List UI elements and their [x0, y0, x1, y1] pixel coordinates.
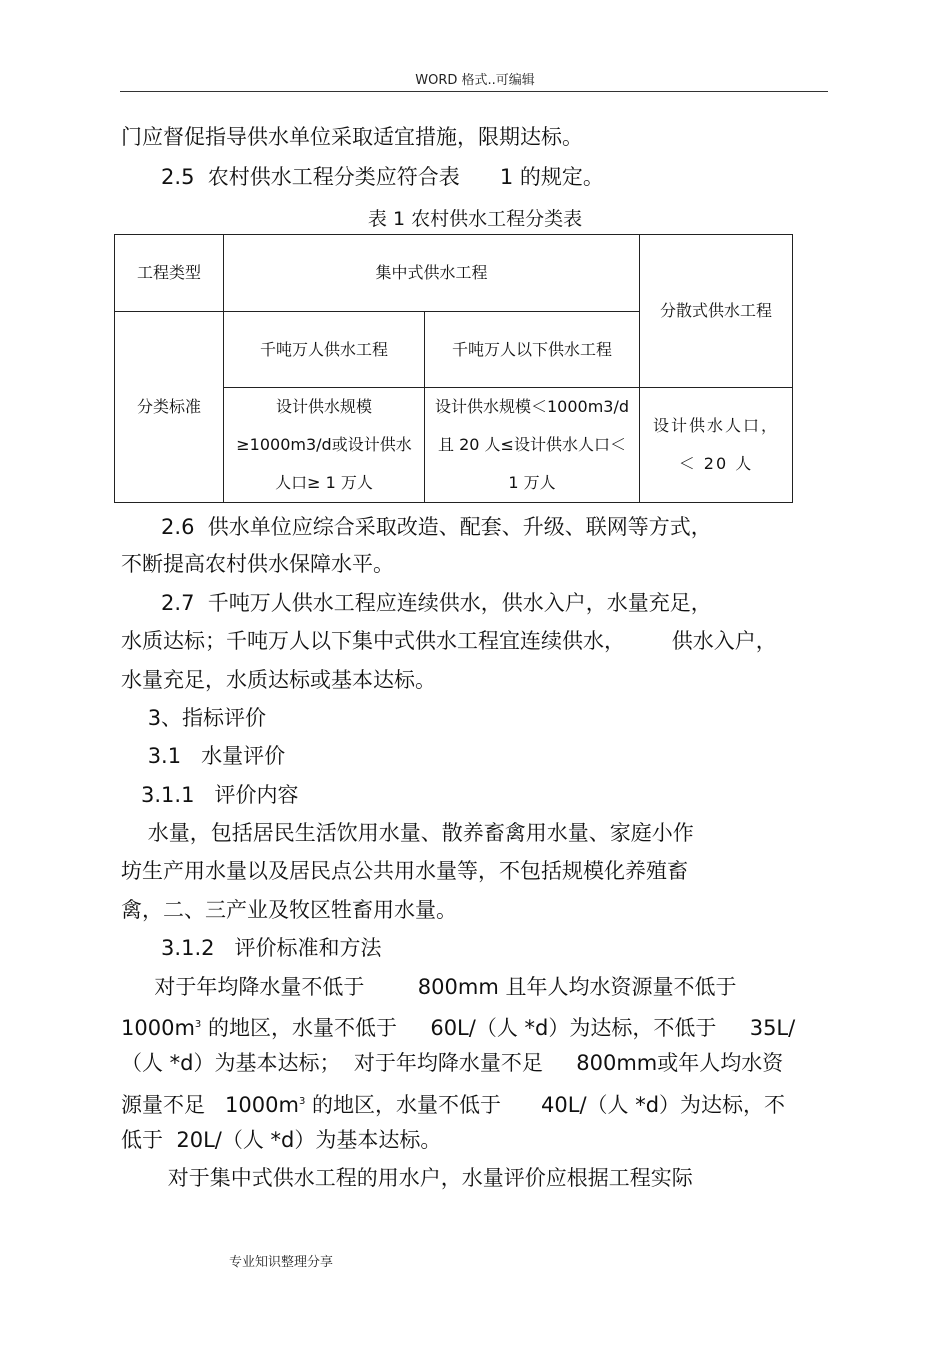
paragraph-line: 水量充足，水质达标或基本达标。	[121, 668, 436, 692]
paragraph-line	[121, 1089, 785, 1118]
paragraph-line: 禽，二、三产业及牧区牲畜用水量。	[121, 898, 457, 922]
classification-table	[114, 234, 793, 503]
section-heading: 3.1.1 评价内容	[121, 783, 299, 807]
paragraph-line: 2.5 农村供水工程分类应符合表 1 的规定。	[121, 165, 604, 189]
cell-dispersed: 分散式供水工程	[640, 235, 793, 388]
paragraph-line: 水质达标；千吨万人以下集中式供水工程宜连续供水， 供水入户，	[121, 629, 777, 653]
paragraph-line: 坊生产用水量以及居民点公共用水量等，不包括规模化养殖畜	[121, 859, 688, 883]
paragraph-line: 低于 20L/（人 *d）为基本达标。	[121, 1128, 442, 1152]
paragraph-line: 对于集中式供水工程的用水户，水量评价应根据工程实际	[121, 1166, 693, 1190]
cell-centralized: 集中式供水工程	[224, 235, 640, 312]
page-header: WORD 格式..可编辑	[415, 73, 535, 88]
text-fragment: 的地区，水量不低于 40L/（人 *d）为达标，不	[305, 1093, 786, 1117]
cell-small-project: 千吨万人以下供水工程	[425, 312, 640, 388]
superscript: 3	[298, 1096, 306, 1107]
cell-large-criteria: 设计供水规模≥1000m3/d或设计供水人口≥ 1 万人	[224, 388, 425, 503]
section-heading: 3.1.2 评价标准和方法	[121, 936, 382, 960]
cell-project-type: 工程类型	[115, 235, 224, 312]
section-heading: 3.1 水量评价	[121, 744, 286, 768]
superscript: 3	[194, 1019, 202, 1030]
cell-small-criteria: 设计供水规模＜1000m3/d 且 20 人≤设计供水人口＜ 1 万人	[425, 388, 640, 503]
paragraph-line	[121, 1012, 795, 1041]
text-fragment: 1000m	[121, 1016, 195, 1040]
paragraph-line: 2.6 供水单位应综合采取改造、配套、升级、联网等方式，	[121, 515, 712, 539]
cell-dispersed-criteria: 设计供水人口，＜ 20 人	[640, 388, 793, 503]
paragraph-line: 对于年均降水量不低于 800mm 且年人均水资源量不低于	[121, 975, 737, 999]
paragraph-line: 2.7 千吨万人供水工程应连续供水，供水入户，水量充足，	[121, 591, 712, 615]
header-rule	[120, 91, 828, 92]
cell-large-project: 千吨万人供水工程	[224, 312, 425, 388]
text-fragment: 的地区，水量不低于 60L/（人 *d）为达标，不低于 35L/	[201, 1016, 796, 1040]
page-footer: 专业知识整理分享	[229, 1255, 334, 1270]
paragraph-line: 门应督促指导供水单位采取适宜措施，限期达标。	[121, 125, 583, 149]
section-heading: 3、指标评价	[121, 706, 267, 730]
paragraph-line: 水量，包括居民生活饮用水量、散养畜禽用水量、家庭小作	[121, 821, 694, 845]
table-caption: 表 1 农村供水工程分类表	[367, 208, 583, 230]
text-fragment: 源量不足 1000m	[121, 1093, 299, 1117]
paragraph-line: （人 *d）为基本达标； 对于年均降水量不足 800mm或年人均水资	[121, 1051, 784, 1075]
cell-criteria: 分类标准	[115, 312, 224, 503]
paragraph-line: 不断提高农村供水保障水平。	[121, 552, 394, 576]
